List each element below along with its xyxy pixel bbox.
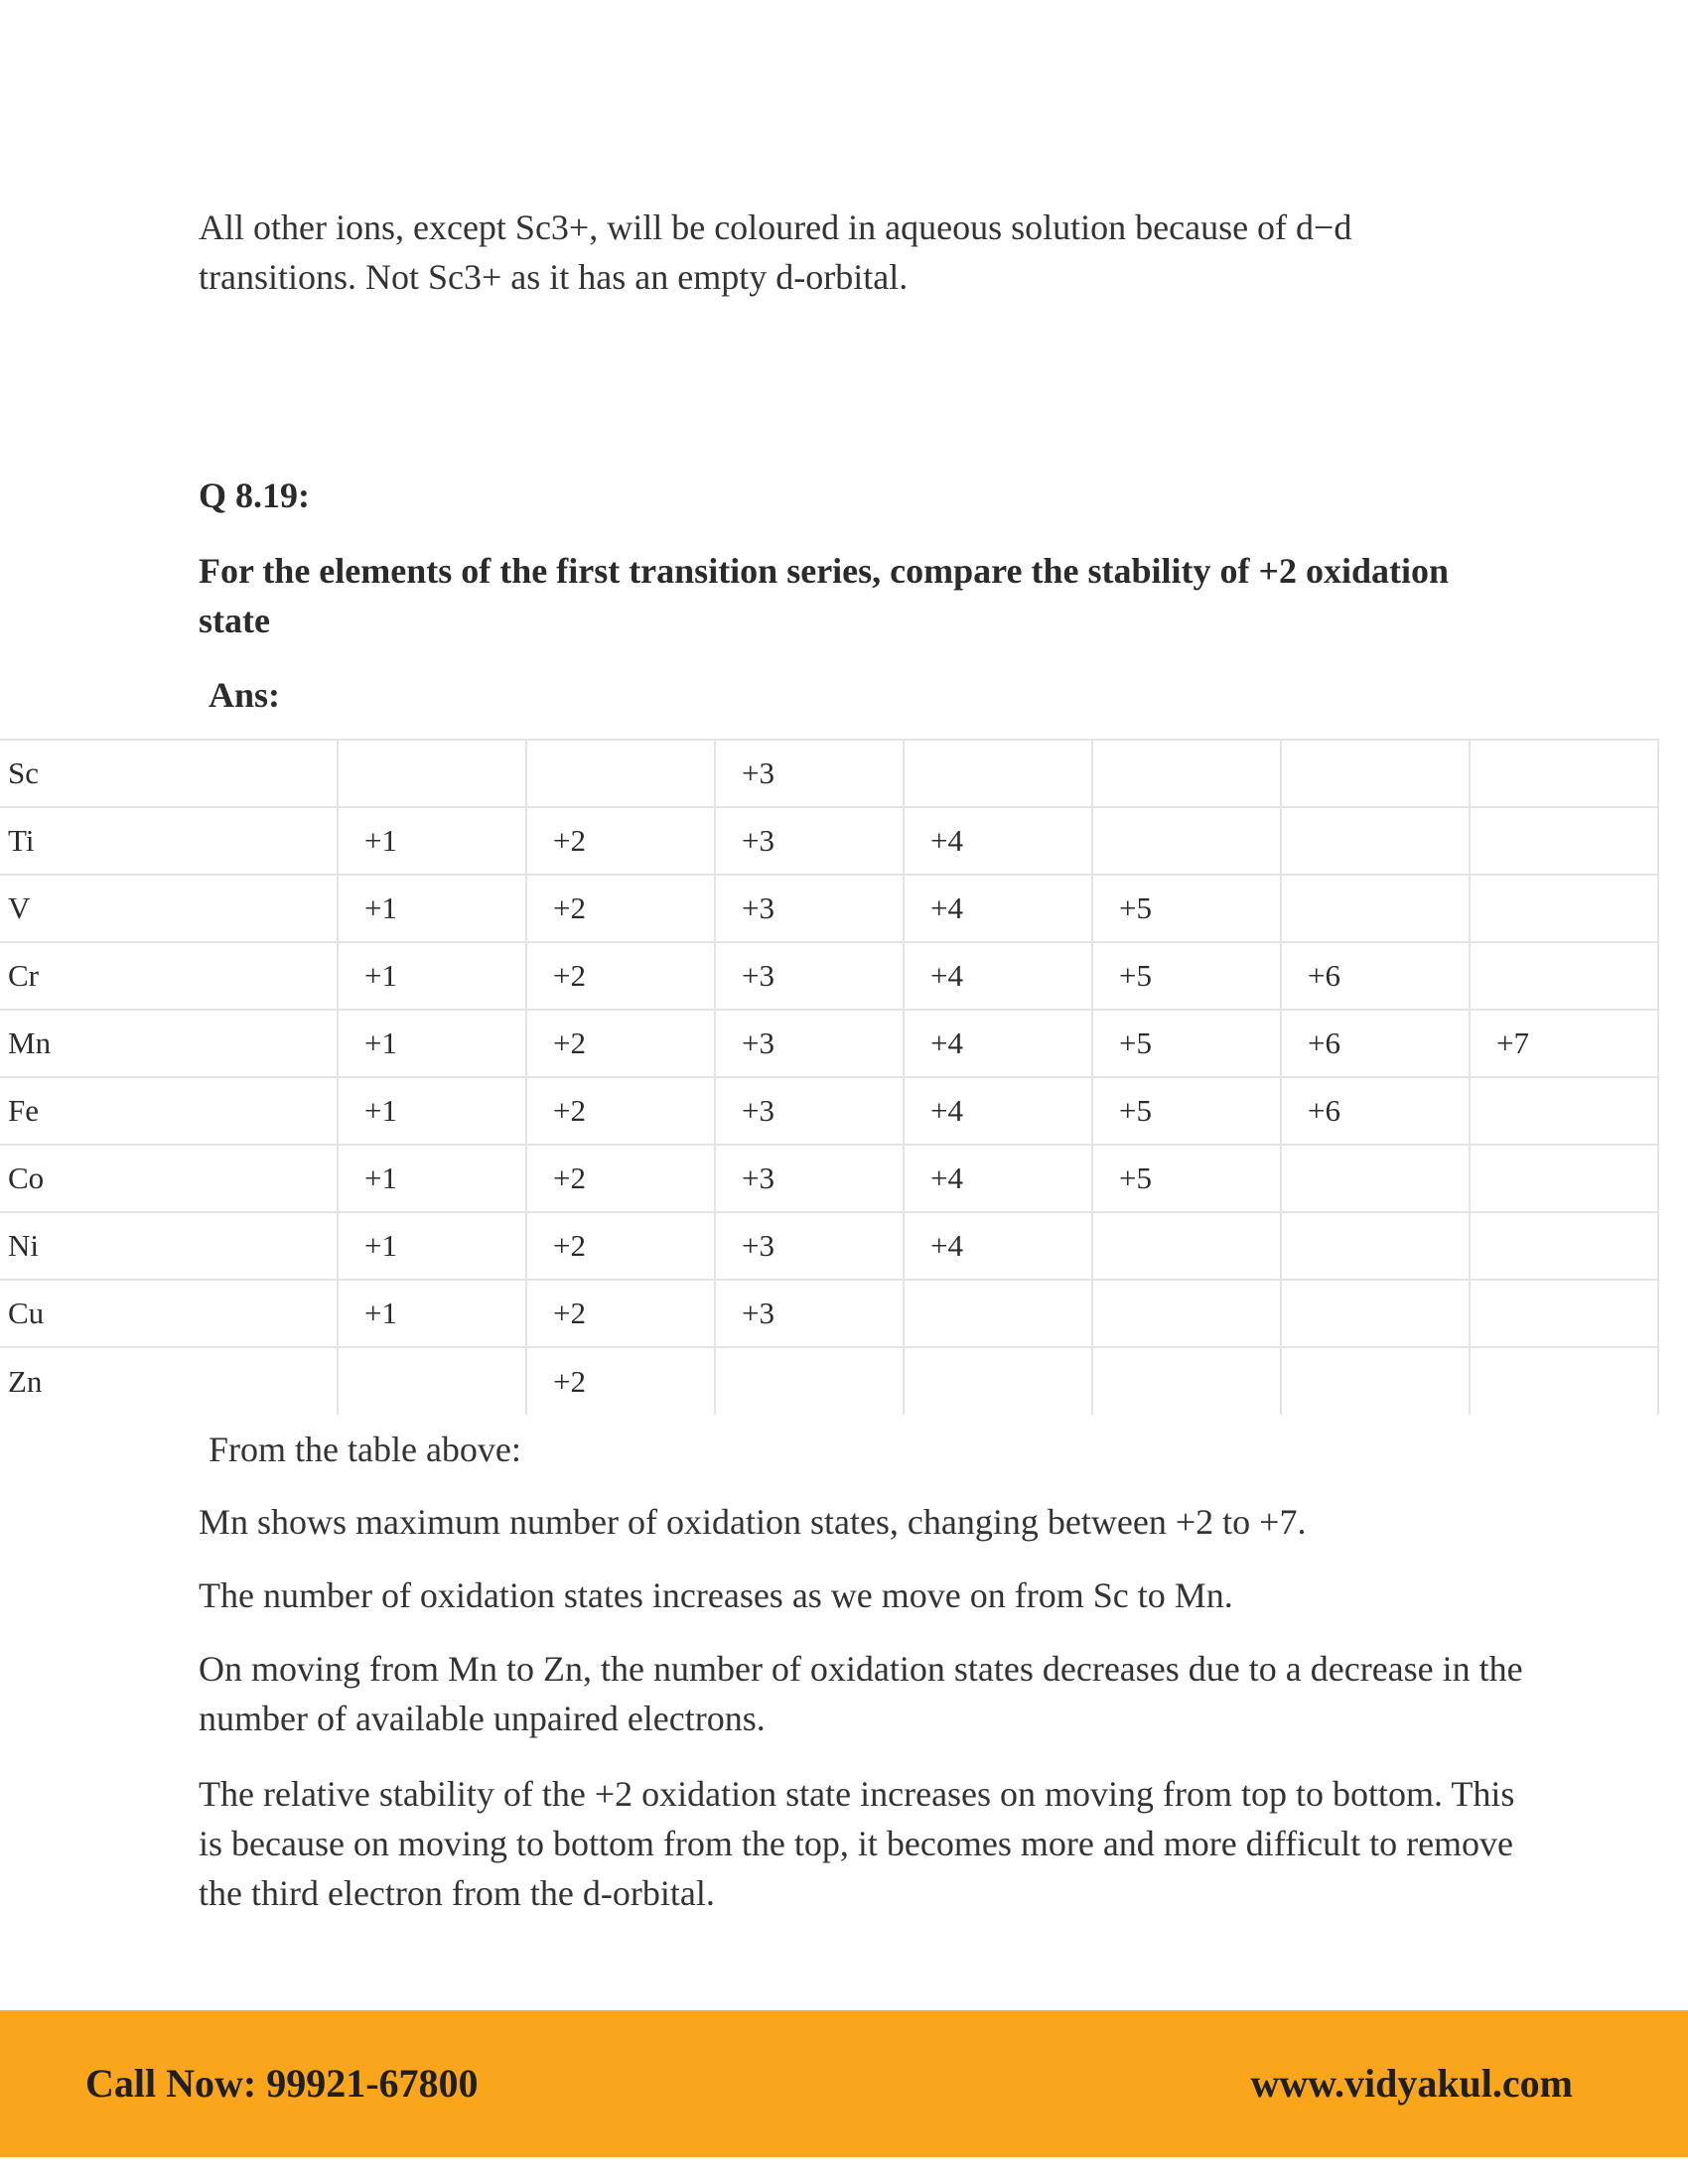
oxidation-state-cell: +4: [904, 1077, 1092, 1145]
oxidation-state-cell: +5: [1092, 875, 1281, 942]
oxidation-state-cell: +3: [715, 875, 904, 942]
oxidation-state-cell: +3: [715, 740, 904, 807]
answer-label: Ans:: [209, 675, 281, 715]
oxidation-state-cell: +1: [338, 1212, 526, 1280]
observation-paragraph: The relative stability of the +2 oxidation state increases on moving from top to bottom. This is because on moving to bottom from the top, it becomes more and more difficult to remove the third electron from the d-orbital.: [199, 1774, 1515, 1913]
oxidation-state-cell: [1092, 740, 1281, 807]
oxidation-state-cell: [904, 1280, 1092, 1347]
oxidation-state-cell: [1470, 1077, 1658, 1145]
oxidation-state-cell: [1470, 1347, 1658, 1415]
table-row: [0, 740, 1658, 807]
oxidation-state-cell: +3: [715, 1010, 904, 1077]
oxidation-state-cell: [904, 740, 1092, 807]
oxidation-state-cell: +5: [1092, 1077, 1281, 1145]
oxidation-state-cell: +1: [338, 1010, 526, 1077]
oxidation-state-cell: [904, 1347, 1092, 1415]
oxidation-state-cell: +4: [904, 875, 1092, 942]
oxidation-state-cell: +2: [526, 1077, 715, 1145]
oxidation-state-cell: +7: [1470, 1010, 1658, 1077]
oxidation-state-cell: [1470, 1212, 1658, 1280]
website-link[interactable]: www.vidyakul.com: [1250, 2061, 1573, 2106]
question-number: Q 8.19:: [199, 476, 310, 515]
oxidation-state-cell: [1470, 1280, 1658, 1347]
element-cell: Sc: [0, 740, 338, 807]
intro-paragraph: All other ions, except Sc3+, will be coloured in aqueous solution because of d−d transitions. Not Sc3+ as it has an empty d-orbital.: [199, 207, 1352, 297]
oxidation-state-cell: [1470, 942, 1658, 1010]
oxidation-states-table: [0, 739, 1659, 1415]
oxidation-state-cell: +6: [1281, 942, 1470, 1010]
observation-paragraph: The number of oxidation states increases as we move on from Sc to Mn.: [199, 1575, 1233, 1615]
oxidation-state-cell: +4: [904, 807, 1092, 875]
oxidation-state-cell: +1: [338, 1145, 526, 1212]
element-cell: Cu: [0, 1280, 338, 1347]
oxidation-state-cell: +1: [338, 942, 526, 1010]
table-row: [0, 1280, 1658, 1347]
call-now-text[interactable]: Call Now: 99921-67800: [85, 2061, 479, 2106]
table-row: [0, 1145, 1658, 1212]
oxidation-state-cell: [1281, 740, 1470, 807]
oxidation-state-cell: +2: [526, 875, 715, 942]
oxidation-state-cell: +5: [1092, 1145, 1281, 1212]
oxidation-state-cell: +3: [715, 1145, 904, 1212]
element-cell: Fe: [0, 1077, 338, 1145]
oxidation-state-cell: +3: [715, 1077, 904, 1145]
oxidation-state-cell: +2: [526, 1280, 715, 1347]
element-cell: Ti: [0, 807, 338, 875]
element-cell: Cr: [0, 942, 338, 1010]
table-row: [0, 875, 1658, 942]
table-conclusion-intro: From the table above:: [209, 1430, 521, 1469]
oxidation-state-cell: +3: [715, 1212, 904, 1280]
oxidation-state-cell: +4: [904, 1145, 1092, 1212]
oxidation-state-cell: +4: [904, 942, 1092, 1010]
oxidation-state-cell: [338, 1347, 526, 1415]
oxidation-state-cell: [1092, 807, 1281, 875]
observation-paragraph: On moving from Mn to Zn, the number of oxidation states decreases due to a decrease in the number of available unpaired electrons.: [199, 1649, 1523, 1738]
oxidation-state-cell: [1281, 1347, 1470, 1415]
oxidation-state-cell: +5: [1092, 942, 1281, 1010]
oxidation-state-cell: [1281, 1212, 1470, 1280]
table-row: [0, 807, 1658, 875]
oxidation-state-cell: +2: [526, 1145, 715, 1212]
oxidation-state-cell: [1281, 1145, 1470, 1212]
oxidation-state-cell: [1470, 807, 1658, 875]
oxidation-state-cell: [1281, 1280, 1470, 1347]
oxidation-state-cell: +2: [526, 942, 715, 1010]
footer-bar: [0, 2010, 1688, 2157]
element-cell: Co: [0, 1145, 338, 1212]
oxidation-state-cell: +1: [338, 807, 526, 875]
table-row: [0, 1212, 1658, 1280]
table-row: [0, 942, 1658, 1010]
oxidation-state-cell: +2: [526, 1347, 715, 1415]
oxidation-state-cell: +6: [1281, 1010, 1470, 1077]
oxidation-state-cell: [1092, 1280, 1281, 1347]
oxidation-state-cell: +3: [715, 807, 904, 875]
oxidation-state-cell: +4: [904, 1010, 1092, 1077]
element-cell: Mn: [0, 1010, 338, 1077]
question-text: For the elements of the first transition series, compare the stability of +2 oxidation state: [199, 551, 1449, 640]
oxidation-state-cell: +4: [904, 1212, 1092, 1280]
oxidation-state-cell: [715, 1347, 904, 1415]
oxidation-state-cell: +1: [338, 875, 526, 942]
oxidation-state-cell: [1281, 807, 1470, 875]
oxidation-state-cell: +3: [715, 942, 904, 1010]
oxidation-state-cell: +1: [338, 1077, 526, 1145]
oxidation-state-cell: +5: [1092, 1010, 1281, 1077]
oxidation-state-cell: +2: [526, 807, 715, 875]
table-row: [0, 1347, 1658, 1415]
oxidation-state-cell: +3: [715, 1280, 904, 1347]
oxidation-state-cell: +1: [338, 1280, 526, 1347]
element-cell: Ni: [0, 1212, 338, 1280]
oxidation-state-cell: +2: [526, 1010, 715, 1077]
oxidation-state-cell: [1092, 1347, 1281, 1415]
element-cell: V: [0, 875, 338, 942]
oxidation-state-cell: +2: [526, 1212, 715, 1280]
oxidation-state-cell: [1470, 875, 1658, 942]
oxidation-state-cell: [1470, 1145, 1658, 1212]
oxidation-state-cell: [1281, 875, 1470, 942]
oxidation-state-cell: [526, 740, 715, 807]
table-row: [0, 1010, 1658, 1077]
oxidation-state-cell: [338, 740, 526, 807]
element-cell: Zn: [0, 1347, 338, 1415]
oxidation-state-cell: +6: [1281, 1077, 1470, 1145]
oxidation-state-cell: [1470, 740, 1658, 807]
oxidation-state-cell: [1092, 1212, 1281, 1280]
observation-paragraph: Mn shows maximum number of oxidation states, changing between +2 to +7.: [199, 1502, 1307, 1542]
table-row: [0, 1077, 1658, 1145]
